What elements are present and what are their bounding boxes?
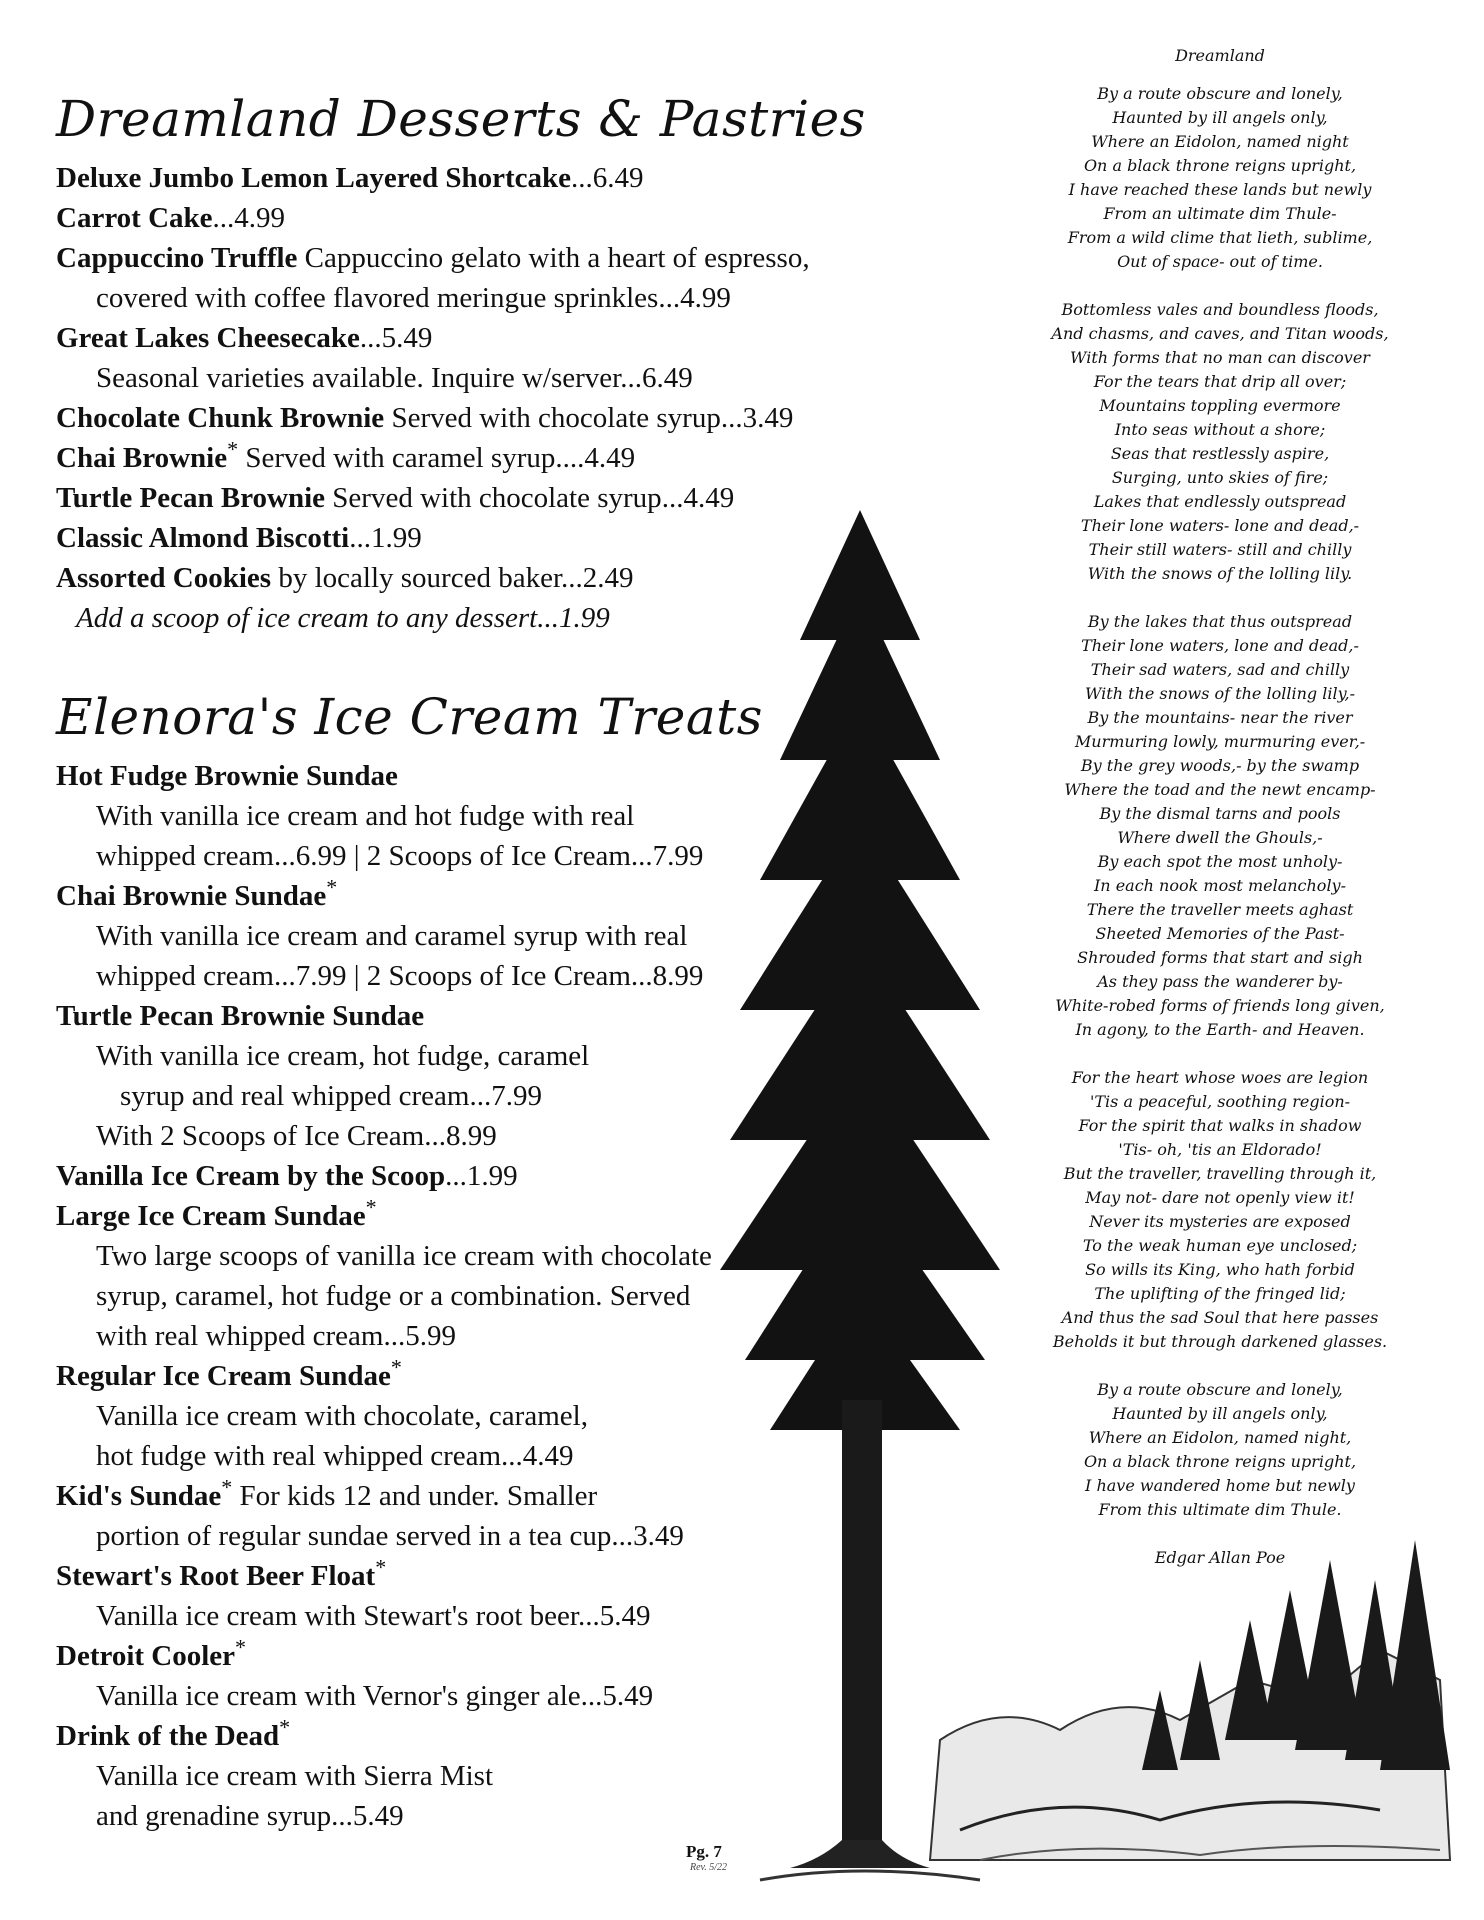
item-description: Seasonal varieties available. Inquire w/server...6.49: [96, 362, 693, 394]
menu-item-line: [56, 1076, 756, 1116]
item-name: Vanilla Ice Cream by the Scoop: [56, 1160, 446, 1192]
poem-line: By a route obscure and lonely,: [1097, 84, 1343, 103]
item-description: Cappuccino gelato with a heart of espresso,: [297, 242, 810, 274]
poem-line: Where an Eidolon, named night: [1091, 132, 1349, 151]
item-name: Turtle Pecan Brownie: [56, 482, 326, 514]
poem-line: On a black throne reigns upright,: [1083, 1452, 1357, 1471]
poem-line: And chasms, and caves, and Titan woods,: [1051, 324, 1389, 343]
menu-item-line: [56, 1716, 756, 1756]
poem-line: To the weak human eye unclosed;: [1082, 1236, 1358, 1255]
item-description: With vanilla ice cream, hot fudge, caramel: [96, 1040, 590, 1072]
poem-line: May not- dare not openly view it!: [1085, 1188, 1355, 1207]
poem-line: Out of space- out of time.: [1117, 252, 1323, 271]
poem: [1010, 44, 1430, 1570]
poem-line: By the lakes that thus outspread: [1087, 612, 1353, 631]
poem-line: On a black throne reigns upright,: [1083, 156, 1357, 175]
menu-item-line: [56, 318, 756, 358]
asterisk-icon: *: [326, 874, 338, 900]
menu-item-line: [56, 1356, 756, 1396]
poem-line: Beholds it but through darkened glasses.: [1052, 1332, 1388, 1351]
menu-item-line: [56, 238, 810, 278]
menu-item-line: [56, 1796, 756, 1836]
menu-item-line: [56, 1236, 756, 1276]
menu-item-line: [56, 836, 756, 876]
poem-line: For the spirit that walks in shadow: [1078, 1116, 1362, 1135]
poem-line: From this ultimate dim Thule.: [1098, 1500, 1342, 1519]
item-name: Chai Brownie Sundae: [56, 880, 327, 912]
desserts-title: Dreamland Desserts & Pastries: [56, 90, 866, 148]
menu-item-line: [56, 358, 756, 398]
item-name: Great Lakes Cheesecake: [56, 322, 360, 354]
item-price: ...2.49: [561, 562, 634, 594]
poem-line: Their still waters- still and chilly: [1088, 540, 1352, 559]
item-price: ...1.99: [349, 522, 422, 554]
asterisk-icon: *: [279, 1714, 291, 1740]
item-description: With vanilla ice cream and caramel syrup with real: [96, 920, 688, 952]
menu-item-line: [56, 278, 756, 318]
item-name: Kid's Sundae: [56, 1480, 222, 1512]
poem-line: Seas that restlessly aspire,: [1110, 444, 1330, 463]
poem-line: Their lone waters- lone and dead,-: [1080, 516, 1360, 535]
item-description: For kids 12 and under. Smaller: [232, 1480, 598, 1512]
menu-item-line: [56, 796, 756, 836]
menu-item-line: [56, 1596, 756, 1636]
poem-line: Into seas without a shore;: [1114, 420, 1326, 439]
asterisk-icon: *: [235, 1634, 247, 1660]
poem-line: The uplifting of the fringed lid;: [1094, 1284, 1346, 1303]
item-price: ...4.99: [212, 202, 286, 234]
poem-line: Murmuring lowly, murmuring ever,-: [1074, 732, 1366, 751]
poem-line: By the dismal tarns and pools: [1099, 804, 1341, 823]
menu-item-line: [56, 996, 756, 1036]
item-name: Turtle Pecan Brownie Sundae: [56, 1000, 425, 1032]
menu-item-line: [56, 756, 756, 796]
page-number: Pg. 7: [686, 1842, 722, 1861]
poem-line: With the snows of the lolling lily,-: [1085, 684, 1355, 703]
item-description: Served with caramel syrup.: [238, 442, 563, 474]
menu-item-line: [56, 1116, 756, 1156]
asterisk-icon: *: [221, 1474, 233, 1500]
item-description: syrup, caramel, hot fudge or a combination. Served: [96, 1280, 691, 1312]
asterisk-icon: *: [375, 1554, 387, 1580]
poem-line: With the snows of the lolling lily.: [1087, 564, 1353, 583]
menu-item-line: [56, 1676, 756, 1716]
menu-item-line: [56, 1476, 756, 1516]
poem-line: Bottomless vales and boundless floods,: [1061, 300, 1379, 319]
item-description: Vanilla ice cream with Sierra Mist: [96, 1760, 494, 1792]
poem-line: Haunted by ill angels only,: [1112, 108, 1328, 127]
poem-line: Never its mysteries are exposed: [1089, 1212, 1351, 1231]
menu-item-line: [56, 916, 756, 956]
item-price: ...5.49: [359, 322, 433, 354]
item-name: Stewart's Root Beer Float: [56, 1560, 376, 1592]
poem-stanza: [1010, 1066, 1430, 1354]
item-description: with real whipped cream...5.99: [96, 1320, 456, 1352]
menu-item-line: [56, 1516, 756, 1556]
poem-line: So wills its King, who hath forbid: [1085, 1260, 1355, 1279]
item-description: whipped cream...7.99 | 2 Scoops of Ice Cream...8.99: [96, 960, 704, 992]
menu-item-line: [56, 518, 756, 558]
poem-line: From a wild clime that lieth, sublime,: [1067, 228, 1373, 247]
poem-line: Mountains toppling evermore: [1099, 396, 1341, 415]
poem-author: Edgar Allan Poe: [1154, 1548, 1286, 1567]
desserts-list: [56, 158, 810, 638]
dessert-note: Add a scoop of ice cream to any dessert...1.99: [76, 602, 610, 634]
item-name: Regular Ice Cream Sundae: [56, 1360, 391, 1392]
poem-line: And thus the sad Soul that here passes: [1061, 1308, 1379, 1327]
poem-line: Haunted by ill angels only,: [1112, 1404, 1328, 1423]
menu-item-line: [56, 1756, 756, 1796]
item-description: ...1.99: [445, 1160, 518, 1192]
poem-stanza: [1010, 82, 1430, 274]
menu-item-line: [56, 438, 756, 478]
poem-stanza: [1010, 298, 1430, 586]
menu-item-line: [56, 876, 756, 916]
menu-item-line: [56, 1036, 756, 1076]
poem-line: There the traveller meets aghast: [1086, 900, 1354, 919]
menu-item-line: [56, 478, 756, 518]
poem-line: Sheeted Memories of the Past-: [1095, 924, 1345, 943]
menu-item-line: [56, 1156, 756, 1196]
item-name: Chai Brownie: [56, 442, 228, 474]
poem-line: Their sad waters, sad and chilly: [1090, 660, 1350, 679]
item-price: ...3.49: [720, 402, 794, 434]
menu-item-line: [56, 198, 756, 238]
item-description: and grenadine syrup...5.49: [96, 1800, 404, 1832]
item-description: portion of regular sundae served in a tea cup...3.49: [96, 1520, 684, 1552]
asterisk-icon: *: [227, 436, 239, 462]
poem-line: Surging, unto skies of fire;: [1111, 468, 1329, 487]
poem-line: 'Tis- oh, 'tis an Eldorado!: [1118, 1140, 1322, 1159]
menu-item-line: [56, 1436, 756, 1476]
item-description: Vanilla ice cream with chocolate, caramel,: [96, 1400, 588, 1432]
item-description: Vanilla ice cream with Vernor's ginger ale...5.49: [96, 1680, 654, 1712]
item-description: covered with coffee flavored meringue sprinkles...4.99: [96, 282, 731, 314]
item-name: Large Ice Cream Sundae: [56, 1200, 366, 1232]
item-name: Hot Fudge Brownie Sundae: [56, 760, 398, 792]
poem-line: By the mountains- near the river: [1087, 708, 1353, 727]
poem-line: By the grey woods,- by the swamp: [1080, 756, 1360, 775]
item-description: Two large scoops of vanilla ice cream with chocolate: [96, 1240, 712, 1272]
menu-item-line: [56, 158, 756, 198]
menu-item-line: [56, 1396, 756, 1436]
item-description: by locally sourced baker: [271, 562, 561, 594]
menu-item-line: [56, 1276, 756, 1316]
menu-item-line: [56, 558, 756, 598]
item-name: Drink of the Dead: [56, 1720, 280, 1752]
poem-line: As they pass the wanderer by-: [1097, 972, 1343, 991]
poem-line: I have reached these lands but newly: [1068, 180, 1372, 199]
poem-line: From an ultimate dim Thule-: [1103, 204, 1337, 223]
menu-item-line: [56, 398, 794, 438]
item-name: Classic Almond Biscotti: [56, 522, 350, 554]
item-price: ...6.49: [571, 162, 644, 194]
poem-stanza: [1010, 1378, 1430, 1522]
poem-line: Shrouded forms that start and sigh: [1077, 948, 1363, 967]
item-name: Chocolate Chunk Brownie: [56, 402, 385, 434]
asterisk-icon: *: [365, 1194, 377, 1220]
poem-line: Where an Eidolon, named night,: [1088, 1428, 1352, 1447]
item-description: With vanilla ice cream and hot fudge with real: [96, 800, 635, 832]
menu-item-line: [56, 1556, 756, 1596]
poem-line: 'Tis a peaceful, soothing region-: [1089, 1092, 1351, 1111]
item-description: Served with chocolate syrup: [384, 402, 721, 434]
poem-line: White-robed forms of friends long given,: [1055, 996, 1385, 1015]
poem-stanza: [1010, 610, 1430, 1042]
item-price: ...4.49: [661, 482, 735, 514]
poem-line: I have wandered home but newly: [1085, 1476, 1355, 1495]
item-description: Served with chocolate syrup: [325, 482, 662, 514]
item-description: whipped cream...6.99 | 2 Scoops of Ice Cream...7.99: [96, 840, 704, 872]
asterisk-icon: *: [390, 1354, 402, 1380]
poem-line: For the heart whose woes are legion: [1071, 1068, 1369, 1087]
item-name: Deluxe Jumbo Lemon Layered Shortcake: [56, 162, 572, 194]
icecream-list: [56, 756, 756, 1836]
menu-item-line: [56, 1316, 756, 1356]
item-name: Detroit Cooler: [56, 1640, 236, 1672]
item-description: With 2 Scoops of Ice Cream...8.99: [96, 1120, 497, 1152]
poem-line: In agony, to the Earth- and Heaven.: [1075, 1020, 1365, 1039]
poem-line: Lakes that endlessly outspread: [1093, 492, 1347, 511]
poem-line: For the tears that drip all over;: [1093, 372, 1347, 391]
item-name: Assorted Cookies: [56, 562, 272, 594]
poem-line: By a route obscure and lonely,: [1097, 1380, 1343, 1399]
poem-stanzas: [1010, 82, 1430, 1522]
poem-line: With forms that no man can discover: [1070, 348, 1370, 367]
menu-item-line: [56, 1196, 756, 1236]
poem-line: In each nook most melancholy-: [1093, 876, 1346, 895]
poem-line: By each spot the most unholy-: [1097, 852, 1343, 871]
item-name: Cappuccino Truffle: [56, 242, 298, 274]
poem-title: Dreamland: [1175, 46, 1265, 65]
item-description: hot fudge with real whipped cream...4.49: [96, 1440, 574, 1472]
poem-line: But the traveller, travelling through it,: [1063, 1164, 1377, 1183]
poem-line: Where dwell the Ghouls,-: [1117, 828, 1323, 847]
poem-line: Their lone waters, lone and dead,-: [1081, 636, 1359, 655]
menu-item-line: [56, 1636, 756, 1676]
icecream-title: Elenora's Ice Cream Treats: [56, 688, 763, 746]
item-description: Vanilla ice cream with Stewart's root beer...5.49: [96, 1600, 651, 1632]
revision-date: Rev. 5/22: [690, 1862, 728, 1873]
poem-line: Where the toad and the newt encamp-: [1064, 780, 1376, 799]
menu-item-line: [56, 956, 756, 996]
item-name: Carrot Cake: [56, 202, 213, 234]
item-description: syrup and real whipped cream...7.99: [120, 1080, 542, 1112]
item-price: ...4.49: [562, 442, 636, 474]
